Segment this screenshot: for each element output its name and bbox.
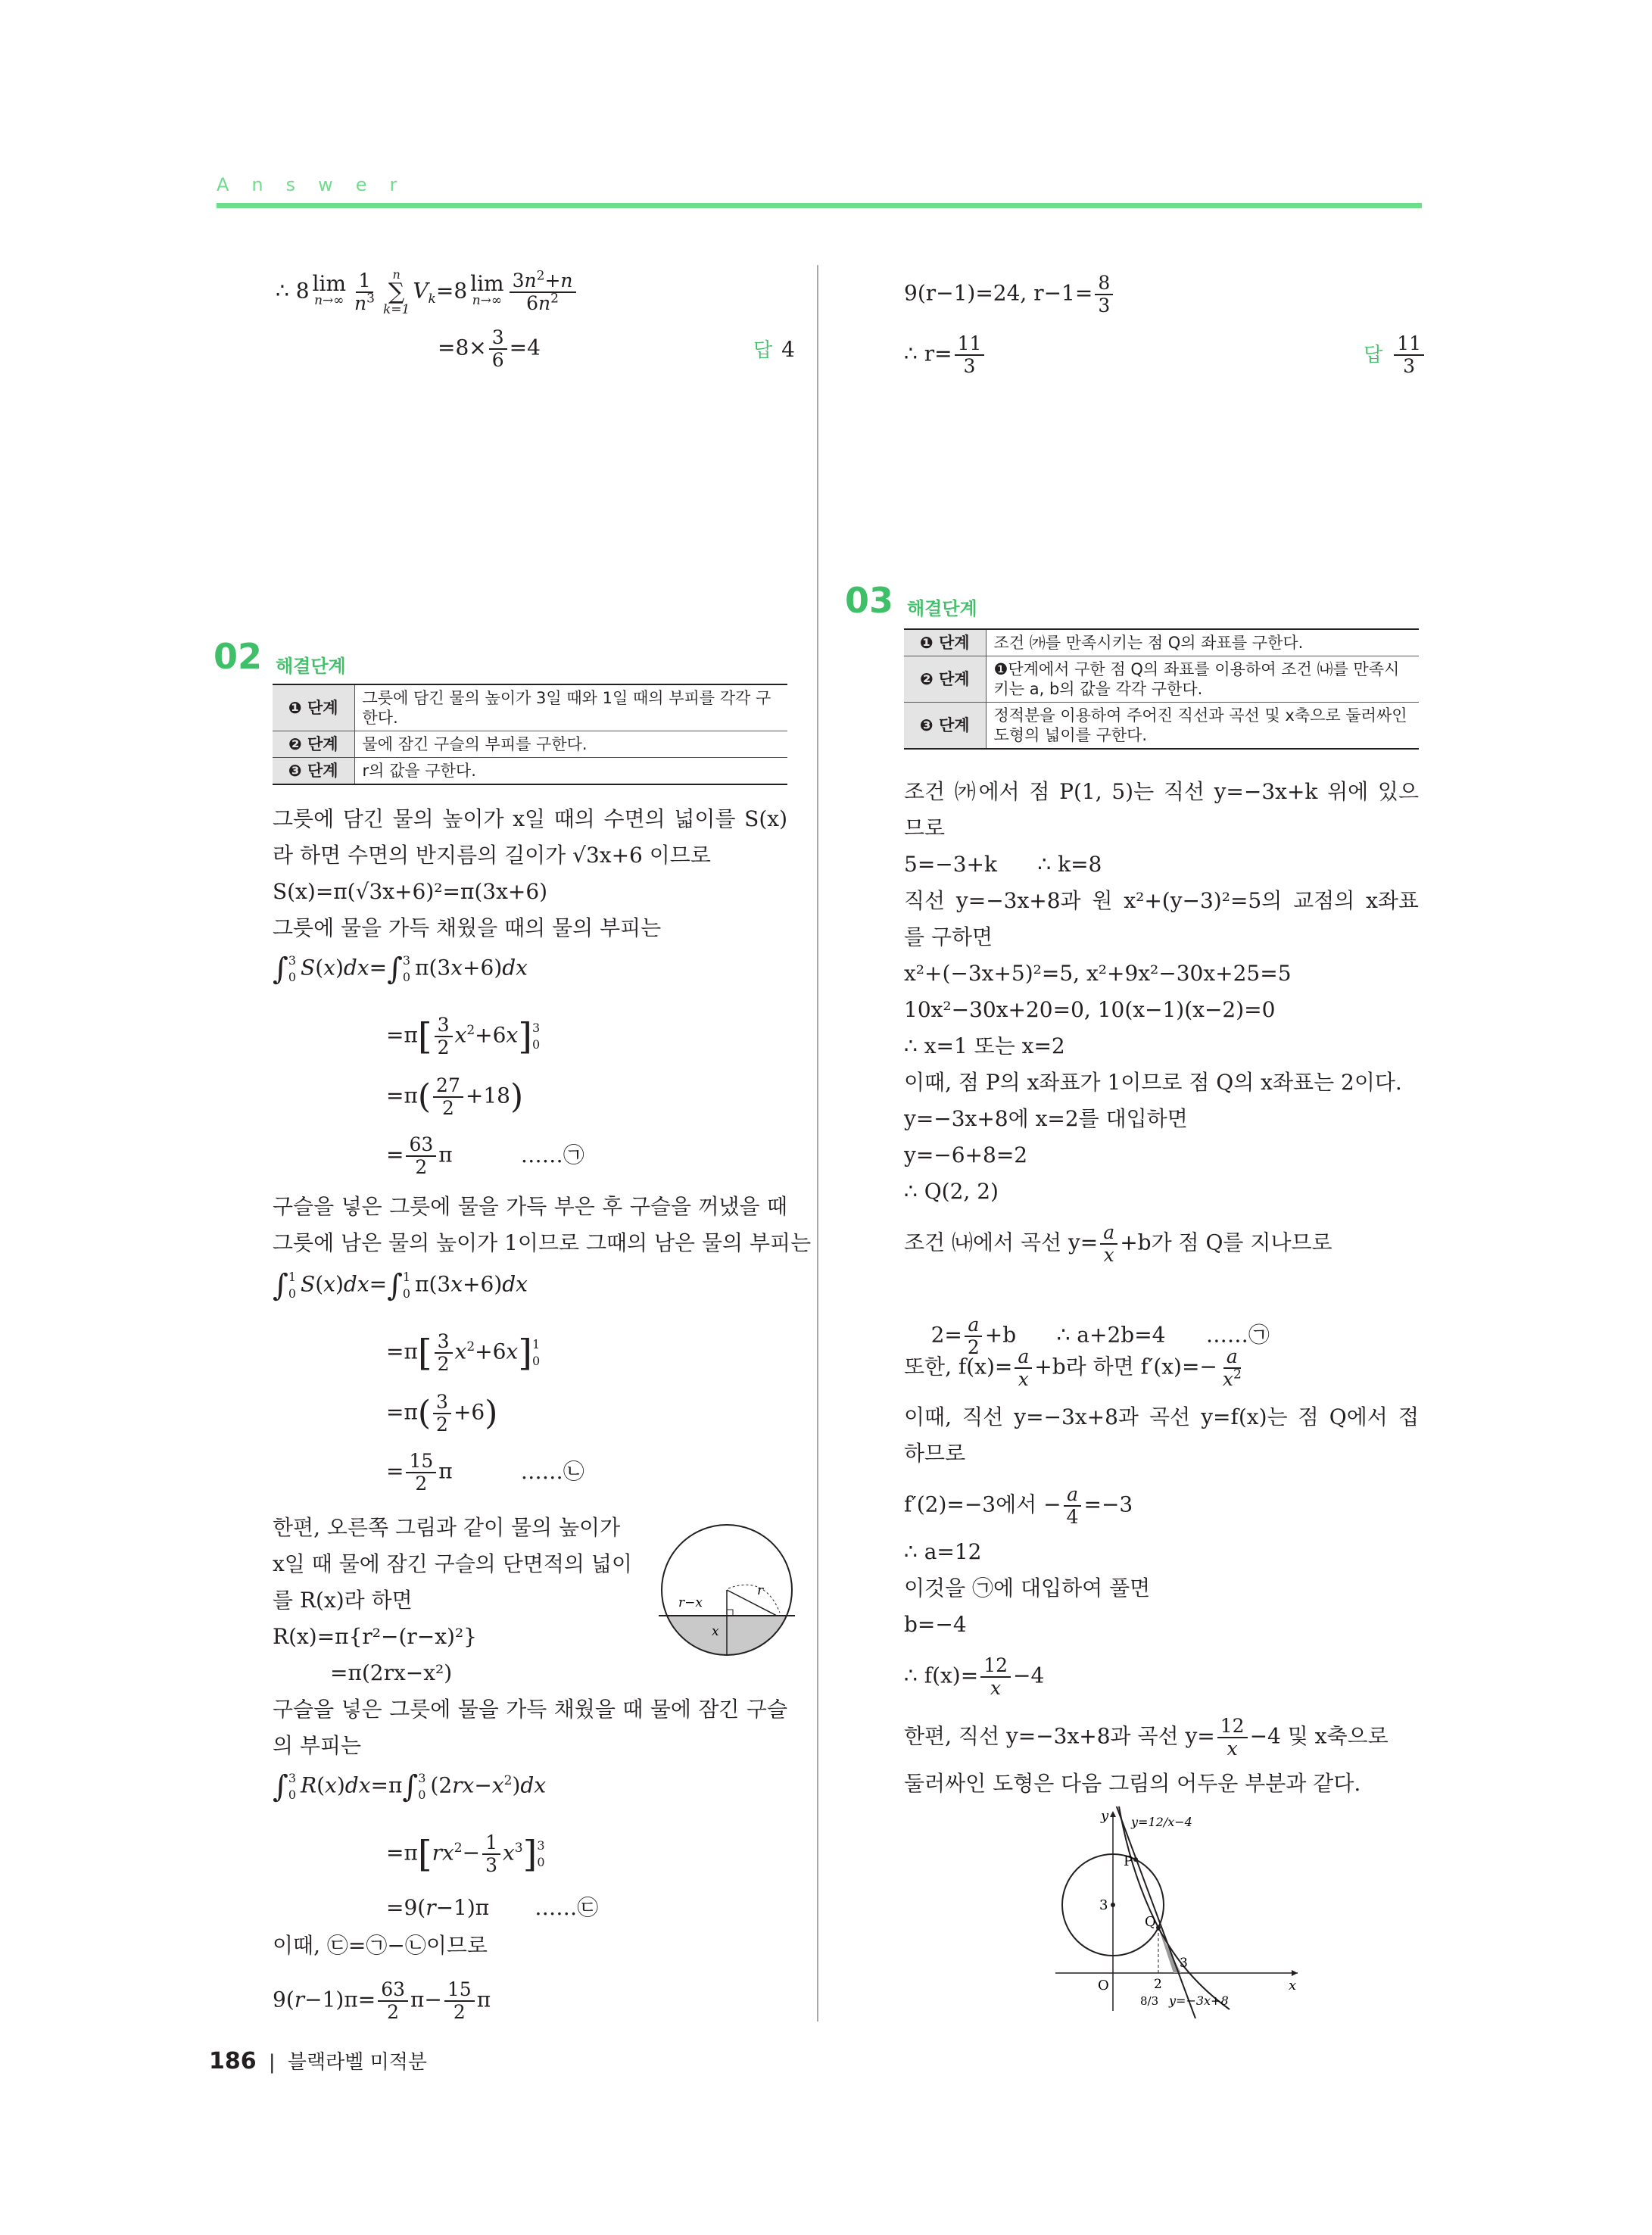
left-eq-2: =8× $\frac{3}{6}$ =4 bbox=[438, 326, 541, 371]
section-02-steps bbox=[273, 684, 787, 785]
text-line: 구슬을 넣은 그릇에 물을 가득 채웠을 때 물에 잠긴 구슬 bbox=[273, 1697, 787, 1722]
step-label: ❶ 단계 bbox=[904, 629, 986, 656]
page-number: 186 bbox=[209, 2048, 257, 2074]
text-line: 5=−3+k ∴ k=8 bbox=[904, 852, 1102, 877]
right-eq-1: 9(r−1)=24, r−1= $\frac{8}{3}$ bbox=[904, 273, 1115, 316]
step-text: 물에 잠긴 구슬의 부피를 구한다. bbox=[354, 731, 787, 758]
text-line: y=−3x+8에 x=2를 대입하면 bbox=[904, 1106, 1188, 1131]
text-line: ∴ f(x)= $\frac{12}{x}$ −4 bbox=[904, 1654, 1045, 1699]
text-line: R(x)=π{r²−(r−x)²} bbox=[273, 1624, 477, 1649]
integral-step: = $\frac{15}{2}$ π ……㉡ bbox=[386, 1450, 584, 1495]
text-line: f′(2)=−3에서 − $\frac{a}{4}$ =−3 bbox=[904, 1483, 1133, 1528]
step-row bbox=[273, 758, 787, 785]
text-line: =π(2rx−x²) bbox=[330, 1660, 453, 1685]
step-text: 정적분을 이용하여 주어진 직선과 곡선 및 x축으로 둘러싸인 도형의 넓이를 구한다. bbox=[993, 706, 1407, 744]
header-rule bbox=[217, 203, 1422, 208]
text-line: 구슬을 넣은 그릇에 물을 가득 부은 후 구슬을 꺼냈을 때 bbox=[273, 1194, 787, 1219]
integral-line: ∫ 3 0 S(x)dx=∫ 3 0 π(3x+6)dx bbox=[273, 952, 528, 987]
svg-text:x: x bbox=[712, 1624, 719, 1639]
region-graph bbox=[1055, 1806, 1305, 2018]
text-line: 그릇에 물을 가득 채웠을 때의 물의 부피는 bbox=[273, 915, 662, 940]
text-line: 므로 bbox=[904, 815, 946, 840]
svg-text:y=−3x+8: y=−3x+8 bbox=[1169, 1993, 1229, 2008]
page-footer: 186 | 블랙라벨 미적분 bbox=[209, 2048, 427, 2074]
text-line: y=−6+8=2 bbox=[904, 1142, 1028, 1167]
text-line: 라 하면 수면의 반지름의 길이가 √3x+6 이므로 bbox=[273, 843, 711, 868]
text-line: 이때, 직선 y=−3x+8과 곡선 y=f(x)는 점 Q에서 접 bbox=[904, 1404, 1419, 1429]
text-line: 조건 ㈎에서 점 P(1, 5)는 직선 y=−3x+k 위에 있으 bbox=[904, 779, 1419, 804]
step-row bbox=[273, 684, 787, 731]
text-line: 한편, 오른쪽 그림과 같이 물의 높이가 bbox=[273, 1515, 621, 1540]
text-line: b=−4 bbox=[904, 1612, 967, 1637]
svg-text:y: y bbox=[1101, 1808, 1109, 1824]
final-equation: 9(r−1)π= $\frac{63}{2}$ π− $\frac{15}{2}$ π bbox=[273, 1978, 491, 2023]
svg-text:P: P bbox=[1124, 1853, 1133, 1869]
sphere-cross-section-figure bbox=[659, 1522, 795, 1658]
text-line: 둘러싸인 도형은 다음 그림의 어두운 부분과 같다. bbox=[904, 1771, 1361, 1796]
integral-step: =π( $\frac{3}{2}$ +6) bbox=[386, 1391, 498, 1435]
text-line: 이때, 점 P의 x좌표가 1이므로 점 Q의 x좌표는 2이다. bbox=[904, 1070, 1402, 1095]
svg-text:O: O bbox=[1098, 1978, 1109, 1993]
section-03-title: 해결단계 bbox=[907, 598, 977, 619]
text-line: ∴ a=12 bbox=[904, 1539, 982, 1564]
integral-step: =π( $\frac{27}{2}$ +18) bbox=[386, 1074, 524, 1119]
text-line: 10x²−30x+20=0, 10(x−1)(x−2)=0 bbox=[904, 997, 1276, 1022]
left-eq-1: ∴ 8 lim n→∞ $\frac{1}{n^3}$ n ∑ k=1 $V_k=8$ lim n→∞ $\frac{3n^2+n}{6n^2}$ bbox=[276, 267, 578, 318]
text-line: x일 때 물에 잠긴 구슬의 단면적의 넓이 bbox=[273, 1551, 632, 1576]
svg-text:r−x: r−x bbox=[678, 1595, 703, 1610]
svg-text:Q: Q bbox=[1145, 1914, 1156, 1930]
svg-text:3: 3 bbox=[1099, 1897, 1108, 1913]
step-text: 그릇에 담긴 물의 높이가 3일 때와 1일 때의 부피를 각각 구한다. bbox=[354, 684, 787, 731]
text-line: ∴ x=1 또는 x=2 bbox=[904, 1033, 1065, 1058]
step-label: ❸ 단계 bbox=[904, 703, 986, 750]
integral-step: = $\frac{63}{2}$ π ……㉠ bbox=[386, 1133, 584, 1178]
column-divider bbox=[817, 265, 818, 2021]
left-answer: 답 4 bbox=[753, 337, 795, 362]
book-title: 블랙라벨 미적분 bbox=[287, 2051, 427, 2074]
text-line: 또한, f(x)= $\frac{a}{x}$ +b라 하면 f′(x)=− $\frac{a}{x^2}$ bbox=[904, 1345, 1242, 1390]
step-row bbox=[904, 629, 1419, 656]
text-line: 의 부피는 bbox=[273, 1733, 362, 1758]
svg-text:x: x bbox=[1289, 1978, 1297, 1993]
step-text: 조건 ㈎를 만족시키는 점 Q의 좌표를 구한다. bbox=[986, 629, 1419, 656]
step-row bbox=[273, 731, 787, 758]
step-label: ❷ 단계 bbox=[904, 656, 986, 703]
integral-line: ∫ 1 0 S(x)dx=∫ 1 0 π(3x+6)dx bbox=[273, 1268, 528, 1303]
svg-text:y=12/x−4: y=12/x−4 bbox=[1131, 1815, 1192, 1829]
svg-text:3: 3 bbox=[1180, 1956, 1188, 1971]
text-line: x²+(−3x+5)²=5, x²+9x²−30x+25=5 bbox=[904, 961, 1292, 986]
text-line: 직선 y=−3x+8과 원 x²+(y−3)²=5의 교점의 x좌표 bbox=[904, 888, 1419, 913]
integral-step: =π[ $\frac{3}{2}$ $x^2+6x$] 3 0 bbox=[386, 1014, 541, 1058]
step-row bbox=[904, 656, 1419, 703]
step-label: ❸ 단계 bbox=[273, 758, 354, 785]
text-line: 그릇에 남은 물의 높이가 1이므로 그때의 남은 물의 부피는 bbox=[273, 1230, 812, 1255]
step-text: r의 값을 구한다. bbox=[362, 762, 476, 780]
text-line: 조건 ㈏에서 곡선 y= $\frac{a}{x}$ +b가 점 Q를 지나므로 bbox=[904, 1221, 1333, 1266]
text-line: 그릇에 담긴 물의 높이가 x일 때의 수면의 넓이를 S(x) bbox=[273, 806, 787, 831]
step-label: ❶ 단계 bbox=[273, 684, 354, 731]
text-line: ∴ Q(2, 2) bbox=[904, 1179, 999, 1204]
section-03-number: 03 bbox=[845, 580, 894, 621]
svg-text:8/3: 8/3 bbox=[1140, 1994, 1159, 2008]
step-label: ❷ 단계 bbox=[273, 731, 354, 758]
svg-text:r: r bbox=[757, 1583, 764, 1598]
integral-step: $=\pi[rx^2-$ $\frac{1}{3}$ $x^3$] 3 0 bbox=[386, 1831, 545, 1876]
integral-step: =9(r−1)π ……㉢ bbox=[386, 1895, 599, 1920]
text-line: 를 구하면 bbox=[904, 924, 993, 949]
text-line: 2= $\frac{a}{2}$ +b ∴ a+2b=4 ……㉠ bbox=[930, 1314, 1270, 1358]
right-answer: 답 $\frac{11}{3}$ bbox=[1364, 333, 1426, 377]
text-line: 이때, ㉢=㉠−㉡이므로 bbox=[273, 1933, 488, 1958]
right-eq-2: ∴ r= $\frac{11}{3}$ bbox=[904, 333, 987, 377]
section-02-number: 02 bbox=[214, 636, 263, 677]
integral-line: ∫ 3 0 R(x)dx=π∫ 3 0 $(2rx-x^2)dx$ bbox=[273, 1769, 547, 1804]
text-line: 이것을 ㉠에 대입하여 풀면 bbox=[904, 1576, 1151, 1601]
text-line: 를 R(x)라 하면 bbox=[273, 1588, 413, 1613]
text-line: 한편, 직선 y=−3x+8과 곡선 y= $\frac{12}{x}$ −4 및 x축으로 bbox=[904, 1715, 1389, 1760]
page-header-label: Answer bbox=[217, 174, 420, 195]
section-02-title: 해결단계 bbox=[276, 656, 346, 677]
integral-step: =π[ $\frac{3}{2}$ $x^2+6x$] 1 0 bbox=[386, 1330, 541, 1375]
text-line: 하므로 bbox=[904, 1441, 966, 1466]
step-text: ❶단계에서 구한 점 Q의 좌표를 이용하여 조건 ㈏를 만족시키는 a, b의 값을 각각 구한다. bbox=[986, 656, 1419, 703]
step-row bbox=[904, 703, 1419, 750]
svg-text:2: 2 bbox=[1154, 1977, 1162, 1992]
text-line: S(x)=π(√3x+6)²=π(3x+6) bbox=[273, 879, 548, 904]
section-03-steps bbox=[904, 628, 1419, 750]
